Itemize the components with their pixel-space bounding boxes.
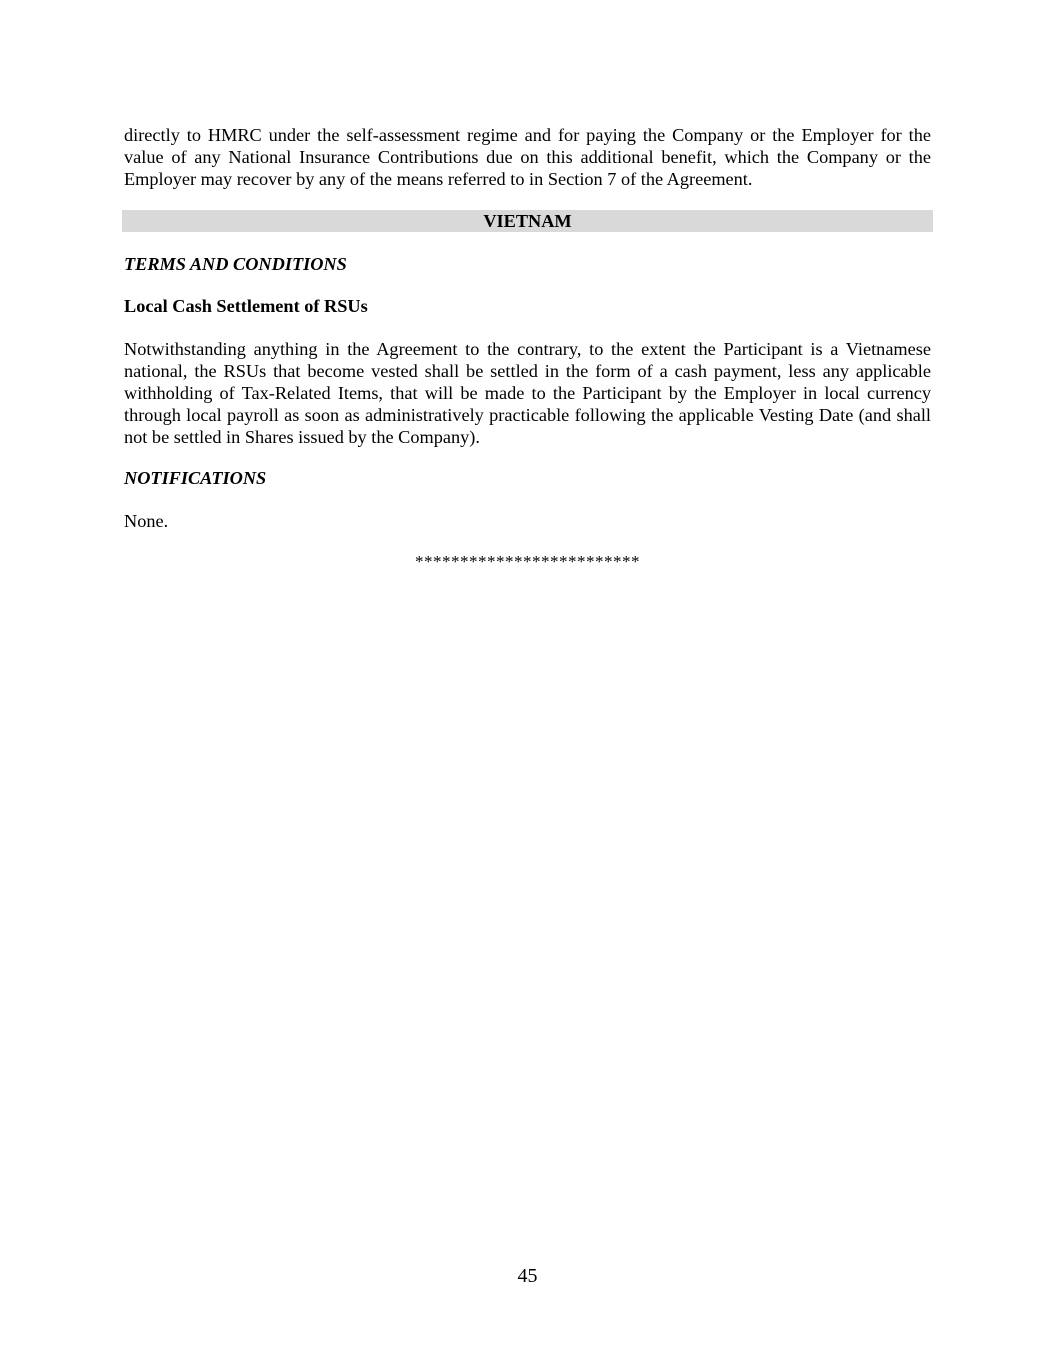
notifications-heading: NOTIFICATIONS: [124, 468, 267, 488]
terms-and-conditions-heading: TERMS AND CONDITIONS: [124, 254, 347, 274]
end-separator: *************************: [415, 552, 640, 571]
local-cash-settlement-paragraph: Notwithstanding anything in the Agreement to the contrary, to the extent the Participant is a Vietnamese national, the RSUs that become vested shall be settled in the form of a cash payment, less any applicable withholding of Tax-Related Items, that will be made to the Participant by the Employer in local currency through local payroll as soon as administratively practicable following the applicable Vesting Date (and shall not be settled in Shares issued by the Company).: [124, 339, 931, 447]
local-cash-settlement-heading: Local Cash Settlement of RSUs: [124, 296, 368, 316]
notifications-text: None.: [124, 511, 169, 531]
page-number: 45: [517, 1265, 538, 1287]
continuation-paragraph: directly to HMRC under the self-assessment regime and for paying the Company or the Employer for the value of any National Insurance Contributions due on this additional benefit, which the Company or the Employer may recover by any of the means referred to in Section 7 of the Agreement.: [124, 125, 931, 189]
country-heading-vietnam: VIETNAM: [122, 210, 933, 232]
